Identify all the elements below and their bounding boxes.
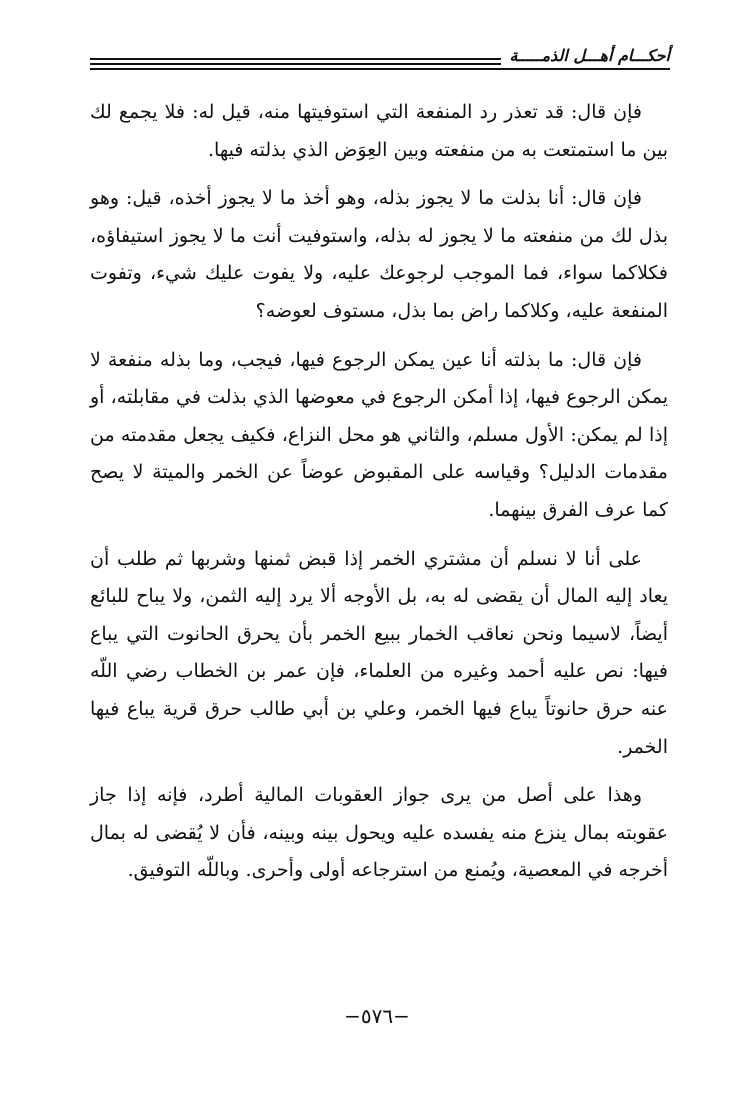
paragraph-5: وهذا على أصل من يرى جواز العقوبات المالية أطرد، فإنه إذا جاز عقوبته بمال ينزع منه يفسده عليه ويحول بينه وبينه، فأن لا يُقضى له بمال أخرجه في المعصية، ويُمنع من استرجاعه أولى وأحرى. وباللّه التوفيق. [90,784,668,882]
paragraph-1: فإن قال: قد تعذر رد المنفعة التي استوفيتها منه، قيل له: فلا يجمع لك بين ما استمتعت به من منفعته وبين العِوَض الذي بذلته فيها. [90,101,668,161]
page-number: −٥٧٦− [344,1004,410,1028]
running-header-title: أحكـــام أهـــل الذمـــــة [501,46,670,65]
paragraph-2: فإن قال: أنا بذلت ما لا يجوز بذله، وهو أخذ ما لا يجوز أخذه، قيل: وهو بذل لك من منفعته ما لا يجوز له بذله، واستوفيت أنت ما لا يجوز استيفاؤه، فكلاكما سواء، فما الموجب لرجوعك عليه، ولا يفوت عليك شيء، وتفوت المنفعة عليه، وكلاكما راض بما بذل، مستوف لعوضه؟ [90,187,668,322]
body-text [90,94,668,901]
paragraph-4: على أنا لا نسلم أن مشتري الخمر إذا قبض ثمنها وشربها ثم طلب أن يعاد إليه المال أن يقضى له به، بل الأوجه ألا يرد إليه الثمن، ولا يباح للبائع أيضاً، لاسيما ونحن نعاقب الخمار ببيع الخمر بأن يحرق الحانوت التي يباع فيها: نص عليه أحمد وغيره من العلماء، فإن عمر بن الخطاب رضي اللّه عنه حرق حانوتاً يباع فيها الخمر، وعلي بن أبي طالب حرق قرية يباع فيها الخمر. [90,547,668,758]
paragraph-3: فإن قال: ما بذلته أنا عين يمكن الرجوع فيها، فيجب، وما بذله منفعة لا يمكن الرجوع فيها، إذا أمكن الرجوع في معوضها الذي بذلت في مقابلته، أو إذا لم يمكن: الأول مسلم، والثاني هو محل النزاع، فكيف يجعل مقدمته من مقدمات الدليل؟ وقياسه على المقبوض عوضاً عن الخمر والميتة لا يصح كما عرف الفرق بينهما. [90,348,668,521]
header-rule-bottom [90,68,670,70]
